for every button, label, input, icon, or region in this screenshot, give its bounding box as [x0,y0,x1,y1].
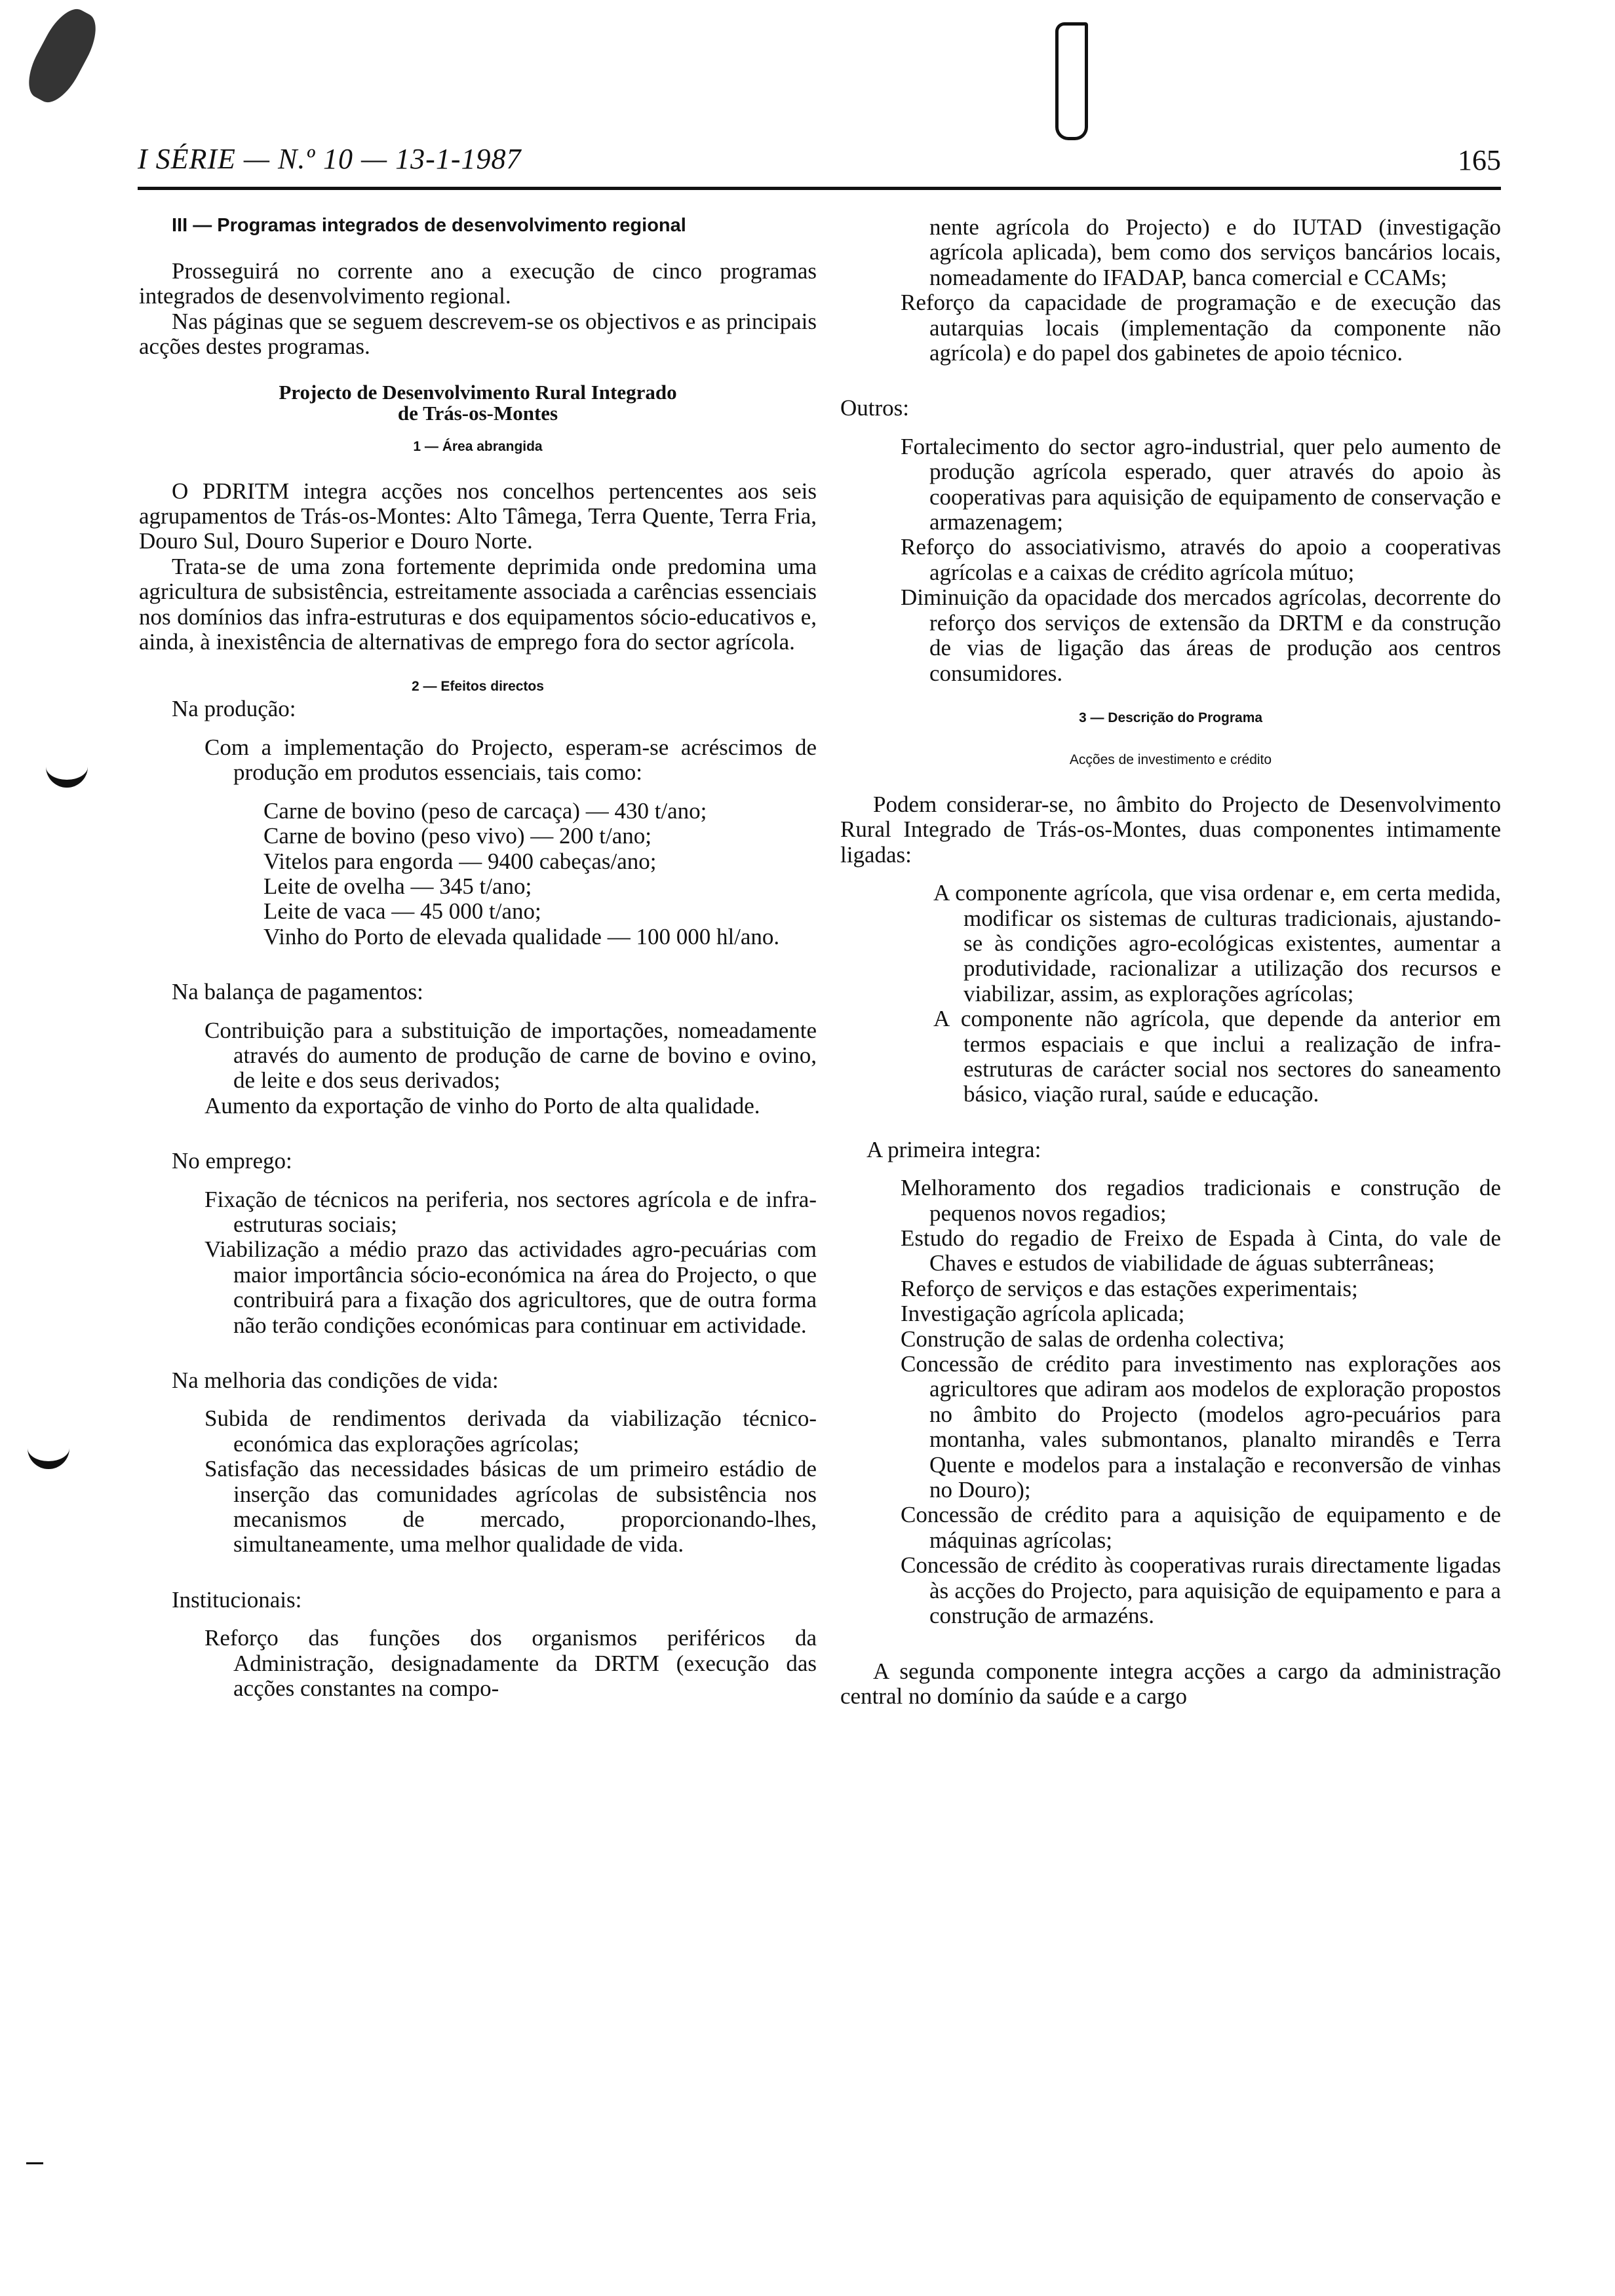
list-item: Concessão de crédito para a aquisição de equipamento e de máquinas agrícolas; [901,1502,1501,1553]
list-item: Melhoramento dos regadios tradicionais e construção de pequenos novos regadios; [901,1175,1501,1226]
list-item: Vinho do Porto de elevada qualidade — 100 000 hl/ano. [263,923,780,949]
paperclip-mark [1055,22,1088,140]
series-issue-date: I SÉRIE — N.º 10 — 13-1-1987 [138,143,522,175]
list-item: Com a implementação do Projecto, esperam-se acréscimos de produção em produtos essenciais, tais como: [204,734,817,786]
paragraph: O PDRITM integra acções nos concelhos pertencentes aos seis agrupamentos de Trás-os-Montes: Alto Tâmega, Terra Quente, Terra Fria, Douro Sul, Douro Superior e Douro Norte. [139,478,817,554]
list-item: Contribuição para a substituição de importações, nomeadamente através do aumento de produção de carne de bovino e ovino, de leite e dos seus derivados; [204,1017,817,1094]
list-item: Carne de bovino (peso de carcaça) — 430 t/ano; [263,797,707,824]
list-item: Construção de salas de ordenha colectiva; [901,1326,1285,1352]
list-item: Subida de rendimentos derivada da viabilização técnico-económica das explorações agrícolas; [204,1406,817,1457]
section-title: III — Programas integrados de desenvolvimento regional [172,215,686,236]
list-item: Fortalecimento do sector agro-industrial, quer pelo aumento de produção agrícola esperado, quer através do apoio às cooperativas para aquisição de equipamento de conservação e armazenagem; [901,433,1501,535]
list-label: A primeira integra: [866,1136,1041,1162]
paragraph: Trata-se de uma zona fortemente deprimida onde predomina uma agricultura de subsistência, estreitamente associada a carências essenciais nos domínios das infra-estruturas e dos equipamentos sócio-educativos e, ainda, à inexistência de alternativas de emprego fora do sector agrícola. [139,553,817,655]
paragraph: A segunda componente integra acções a cargo da administração central no domínio da saúde e a cargo [840,1658,1501,1709]
list-item: A componente não agrícola, que depende da anterior em termos espaciais e que inclui a realização de infra-estruturas de carácter social nos sectores do saneamento básico, viação rural, saúde e educação. [933,1006,1501,1107]
list-item: Concessão de crédito para investimento nas explorações aos agricultores que adiram aos modelos de exploração propostos no âmbito do Projecto (modelos agro-pecuários para montanha, vales submontanos, planalto mirandês e Terra Quente e modelos para a instalação e reconversão de vinhas no Douro); [901,1351,1501,1503]
list-item: Estudo do regadio de Freixo de Espada à Cinta, do vale de Chaves e estudos de viabilidade de águas subterrâneas; [901,1225,1501,1276]
list-label: Institucionais: [172,1586,302,1613]
list-item: Reforço das funções dos organismos periféricos da Administração, designadamente da DRTM (execução das acções constantes na compo- [204,1625,817,1702]
list-item: Leite de vaca — 45 000 t/ano; [263,898,541,925]
list-item: Diminuição da opacidade dos mercados agrícolas, decorrente do reforço dos serviços de extensão da DRTM e da construção de vias de ligação das áreas de produção aos centros consumidores. [901,584,1501,686]
margin-dash-mark [26,2162,43,2164]
page-number: 165 [1458,144,1501,176]
list-item: Aumento da exportação de vinho do Porto de alta qualidade. [204,1092,760,1119]
intro-paragraph: Prosseguirá no corrente ano a execução de cinco programas integrados de desenvolvimento regional. [139,258,817,309]
list-item: Viabilização a médio prazo das actividades agro-pecuárias com maior importância sócio-económica na área do Projecto, o que contribuirá para a fixação dos agricultores, que de outra forma não terão condições económicas para continuar em actividade. [204,1236,817,1338]
list-item: Reforço do associativismo, através do apoio a cooperativas agrícolas e a caixas de crédito agrícola mútuo; [901,534,1501,585]
scan-blot-mark [19,1,106,109]
list-item: Fixação de técnicos na periferia, nos sectores agrícola e de infra-estruturas sociais; [204,1186,817,1237]
list-item: Carne de bovino (peso vivo) — 200 t/ano; [263,823,652,849]
punch-hole-mark [46,760,88,788]
page-header [138,134,1501,190]
subsection-title: 1 — Área abrangida [413,438,543,454]
list-label: Na produção: [172,696,296,722]
subsection-title: 2 — Efeitos directos [412,679,544,695]
list-label: Na melhoria das condições de vida: [172,1368,499,1393]
left-column [139,215,817,1701]
list-item: Satisfação das necessidades básicas de um primeiro estádio de inserção das comunidades agrícolas de subsistência nos mecanismos de mercado, proporcionando-lhes, simultaneamente, uma melhor qualidade de vida. [204,1456,817,1558]
list-label: Na balança de pagamentos: [172,979,423,1005]
list-item: Reforço de serviços e das estações experimentais; [901,1275,1358,1301]
list-item-continued: nente agrícola do Projecto) e do IUTAD (investigação agrícola aplicada), bem como dos serviços bancários locais, nomeadamente do IFADAP, banca comercial e CCAMs; [929,214,1501,290]
list-item: Concessão de crédito às cooperativas rurais directamente ligadas às acções do Projecto, para aquisição de equipamento e para a construção de armazéns. [901,1552,1501,1629]
list-item: Investigação agrícola aplicada; [901,1301,1185,1327]
right-column [840,215,1501,1709]
subsection-title: 3 — Descrição do Programa [1078,710,1263,725]
list-label: Outros: [840,395,909,421]
subsection-subtitle: Acções de investimento e crédito [1069,752,1272,767]
list-item: Leite de ovelha — 345 t/ano; [263,873,532,899]
list-label: No emprego: [172,1148,292,1174]
project-title: Projecto de Desenvolvimento Rural Integrado de Trás-os-Montes [279,380,677,425]
paragraph: Podem considerar-se, no âmbito do Projecto de Desenvolvimento Rural Integrado de Trás-os-Montes, duas componentes intimamente ligadas: [840,791,1501,868]
list-item: A componente agrícola, que visa ordenar e, em certa medida, modificar os sistemas de culturas tradicionais, ajustando-se às condições agro-ecológicas existentes, aumentar a produtividade, racionalizar a utilização dos recursos e viabilizar, assim, as explorações agrícolas; [933,880,1501,1006]
intro-paragraph: Nas páginas que se seguem descrevem-se os objectivos e as principais acções destes programas. [139,308,817,360]
list-item: Vitelos para engorda — 9400 cabeças/ano; [263,848,657,874]
list-item: Reforço da capacidade de programação e de execução das autarquias locais (implementação da componente não agrícola) e do papel dos gabinetes de apoio técnico. [901,290,1501,366]
punch-hole-mark [28,1442,69,1469]
